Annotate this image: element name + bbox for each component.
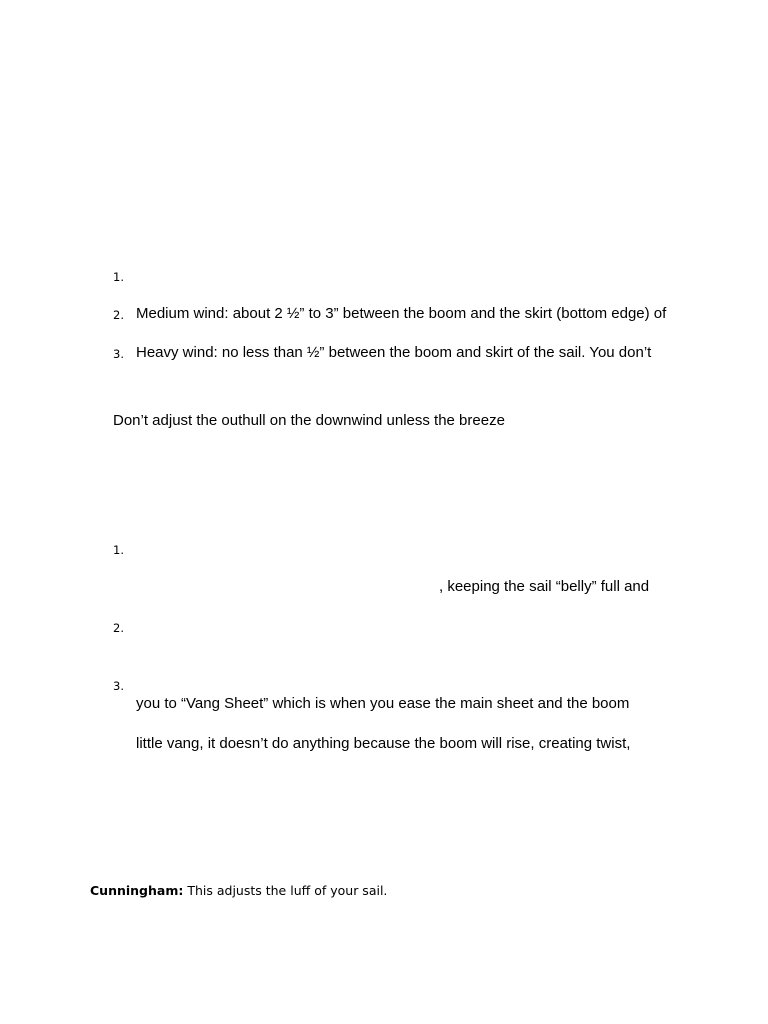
list-item-text: Medium wind: about 2 ½” to 3” between the boom and the skirt (bottom edge) of <box>136 305 667 322</box>
list-item-text: you to “Vang Sheet” which is when you ease the main sheet and the boom <box>136 695 630 712</box>
list-item-text: , keeping the sail “belly” full and <box>439 578 650 595</box>
list-number: 1. <box>113 543 124 557</box>
list-number: 3. <box>113 347 124 361</box>
cunningham-definition <box>90 883 387 899</box>
list-number: 3. <box>113 679 124 693</box>
list-item-text: Heavy wind: no less than ½” between the boom and skirt of the sail. You don’t <box>136 344 652 361</box>
cunningham-text: This adjusts the luff of your sail. <box>183 883 388 898</box>
list-item-text: little vang, it doesn’t do anything because the boom will rise, creating twist, <box>136 735 631 752</box>
paragraph-text: Don’t adjust the outhull on the downwind unless the breeze <box>113 412 505 429</box>
list-number: 2. <box>113 308 124 322</box>
list-number: 1. <box>113 270 124 284</box>
cunningham-term: Cunningham: <box>90 883 184 898</box>
list-number: 2. <box>113 621 124 635</box>
